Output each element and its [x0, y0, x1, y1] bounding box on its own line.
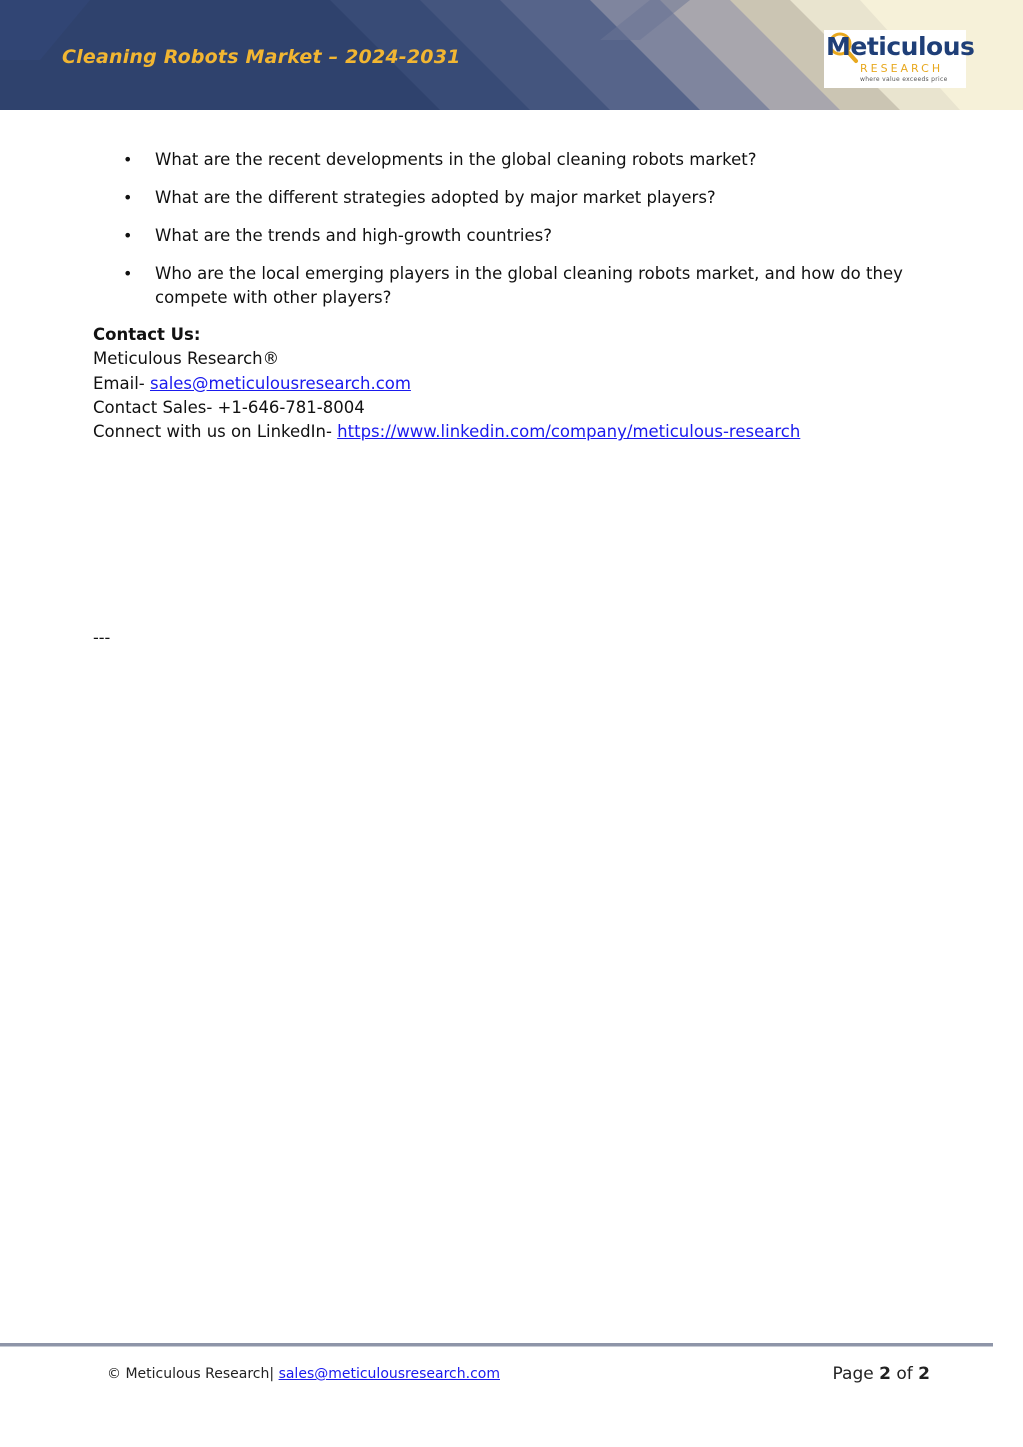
footer-divider — [0, 1343, 993, 1347]
page-prefix: Page — [832, 1364, 874, 1384]
list-item — [0, 148, 1023, 172]
question-list — [0, 148, 1023, 324]
linkedin-link[interactable]: https://www.linkedin.com/company/meticulous-research — [337, 422, 801, 442]
contact-section — [93, 323, 800, 444]
document-title: Cleaning Robots Market – 2024-2031 — [62, 46, 461, 68]
list-item — [0, 186, 1023, 210]
bullet-icon: • — [123, 150, 133, 169]
bullet-icon: • — [123, 188, 133, 207]
footer-email-link[interactable]: sales@meticulousresearch.com — [278, 1366, 500, 1382]
bullet-icon: • — [123, 226, 133, 245]
email-line — [93, 372, 800, 396]
linkedin-line — [93, 420, 800, 444]
page-number — [833, 1364, 930, 1384]
company-name: Meticulous Research® — [93, 349, 280, 369]
bullet-icon: • — [123, 264, 133, 283]
question-text: What are the different strategies adopted by major market players? — [155, 188, 716, 207]
footer-copyright — [107, 1366, 500, 1382]
logo-subtitle: RESEARCH — [860, 62, 944, 75]
page-header — [0, 0, 1023, 110]
sales-phone: Contact Sales- +1-646-781-8004 — [93, 397, 365, 417]
question-text: What are the recent developments in the global cleaning robots market? — [155, 150, 757, 169]
page-total: 2 — [918, 1364, 930, 1384]
logo-tagline: where value exceeds price — [860, 76, 948, 83]
email-link[interactable]: sales@meticulousresearch.com — [149, 373, 411, 393]
logo-brand: Meticulous — [826, 32, 975, 61]
question-text: What are the trends and high-growth countries? — [155, 226, 552, 245]
linkedin-label: Connect with us on LinkedIn- — [93, 422, 338, 442]
email-label: Email- — [93, 373, 150, 393]
question-text: Who are the local emerging players in the global cleaning robots market, and how do they compete with other players? — [155, 264, 903, 307]
page-of: of — [896, 1364, 913, 1384]
separator: --- — [93, 628, 111, 647]
list-item — [0, 224, 1023, 248]
list-item — [0, 262, 1023, 310]
page-current: 2 — [879, 1364, 891, 1384]
copyright-text: © Meticulous Research| — [107, 1366, 275, 1382]
contact-heading: Contact Us: — [93, 325, 201, 344]
meticulous-logo — [824, 30, 975, 88]
